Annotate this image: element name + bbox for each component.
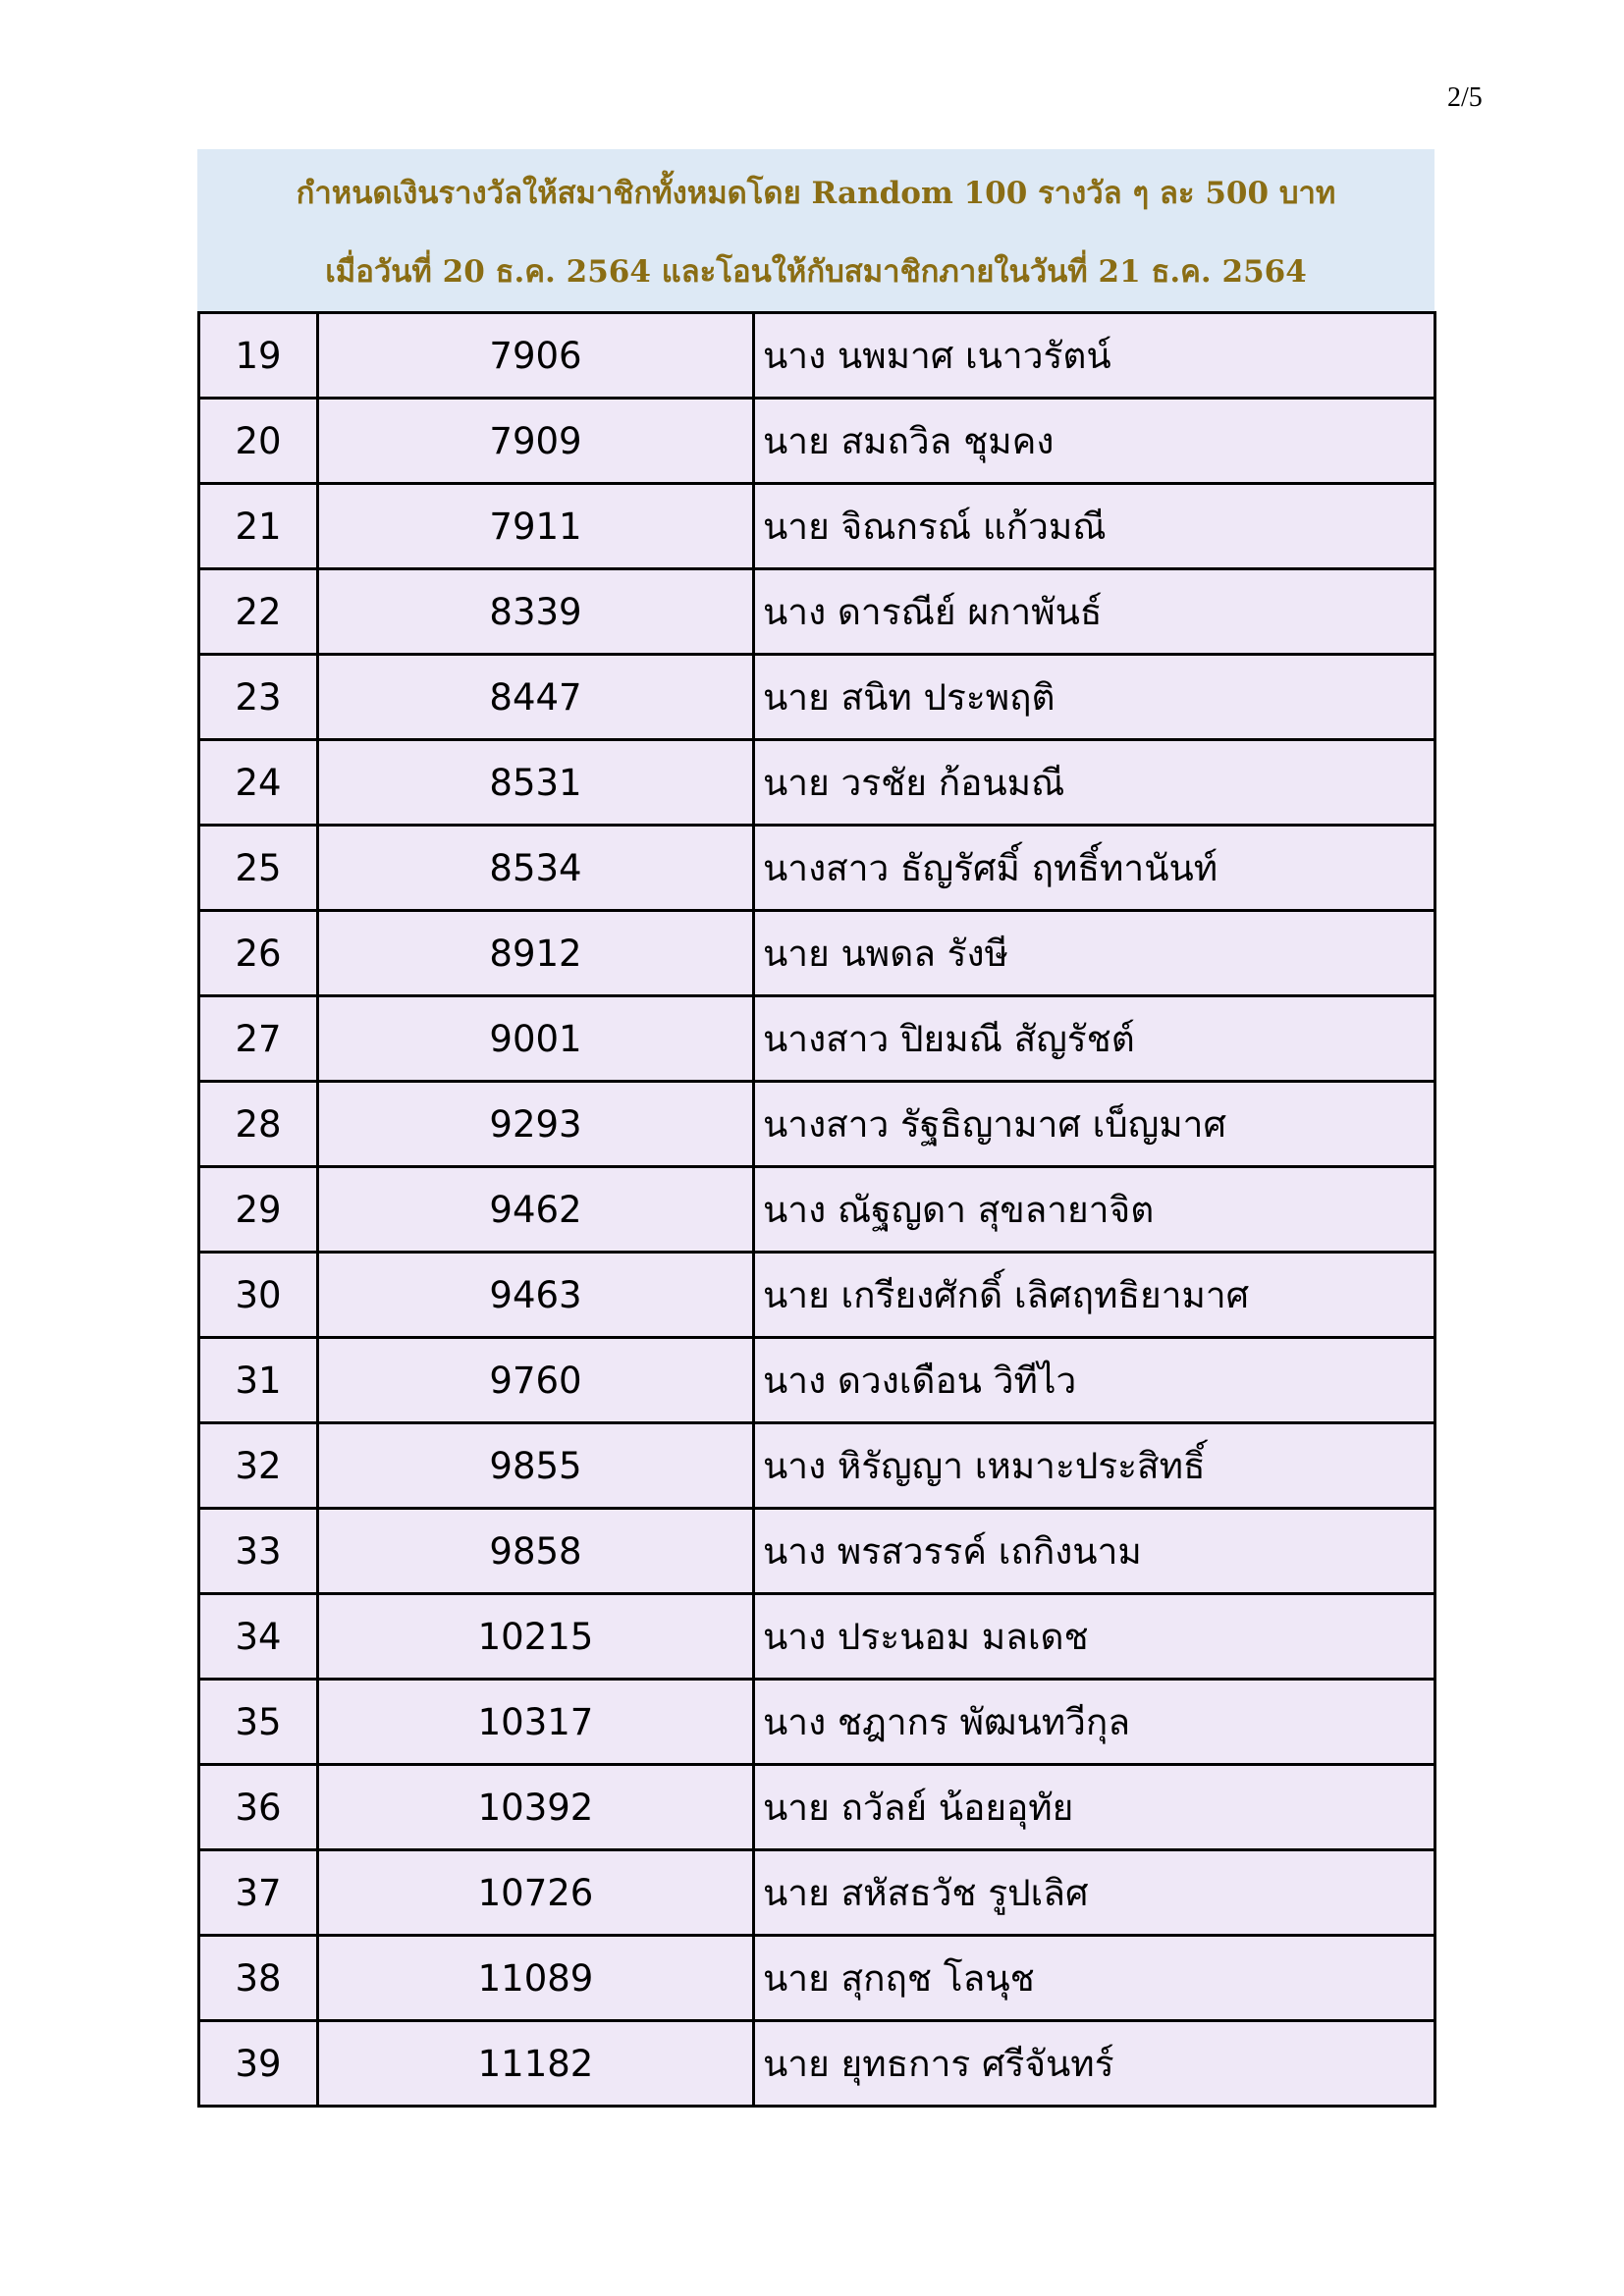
table-row [199, 1680, 1435, 1765]
member-id-cell: 8912 [318, 911, 754, 996]
member-name-cell: นาย นพดล รังษี [754, 911, 1435, 996]
member-name-cell: นาง ดารณีย์ ผกาพันธ์ [754, 569, 1435, 655]
row-number-cell: 22 [199, 569, 318, 655]
table-row [199, 1936, 1435, 2021]
member-name-cell: นาง ชฎากร พัฒนทวีกุล [754, 1680, 1435, 1765]
member-name-cell: นางสาว รัฐธิญามาศ เบ็ญมาศ [754, 1082, 1435, 1167]
member-id-cell: 10215 [318, 1594, 754, 1680]
row-number-cell: 31 [199, 1338, 318, 1423]
member-id-cell: 7909 [318, 399, 754, 484]
table-row [199, 2021, 1435, 2107]
table-row [199, 399, 1435, 484]
member-id-cell: 10392 [318, 1765, 754, 1850]
member-id-cell: 10317 [318, 1680, 754, 1765]
row-number-cell: 38 [199, 1936, 318, 2021]
member-name-cell: นาง นพมาศ เนาวรัตน์ [754, 313, 1435, 399]
table-row [199, 569, 1435, 655]
table-row [199, 1765, 1435, 1850]
member-id-cell: 9001 [318, 996, 754, 1082]
row-number-cell: 32 [199, 1423, 318, 1509]
member-id-cell: 7906 [318, 313, 754, 399]
table-row [199, 484, 1435, 569]
member-id-cell: 9858 [318, 1509, 754, 1594]
member-name-cell: นาง หิรัญญา เหมาะประสิทธิ์ [754, 1423, 1435, 1509]
member-name-cell: นาย ยุทธการ ศรีจันทร์ [754, 2021, 1435, 2107]
row-number-cell: 23 [199, 655, 318, 740]
member-id-cell: 8534 [318, 826, 754, 911]
member-id-cell: 9855 [318, 1423, 754, 1509]
row-number-cell: 27 [199, 996, 318, 1082]
row-number-cell: 24 [199, 740, 318, 826]
row-number-cell: 37 [199, 1850, 318, 1936]
member-id-cell: 9293 [318, 1082, 754, 1167]
row-number-cell: 19 [199, 313, 318, 399]
member-id-cell: 8531 [318, 740, 754, 826]
table-header [197, 149, 1435, 311]
header-subtitle: เมื่อวันที่ 20 ธ.ค. 2564 และโอนให้กับสมาชิกภายในวันที่ 21 ธ.ค. 2564 [325, 254, 1307, 290]
table-row [199, 1423, 1435, 1509]
row-number-cell: 33 [199, 1509, 318, 1594]
member-name-cell: นาง ประนอม มลเดช [754, 1594, 1435, 1680]
member-id-cell: 8339 [318, 569, 754, 655]
row-number-cell: 34 [199, 1594, 318, 1680]
member-id-cell: 11182 [318, 2021, 754, 2107]
table-row [199, 911, 1435, 996]
row-number-cell: 35 [199, 1680, 318, 1765]
member-id-cell: 9462 [318, 1167, 754, 1253]
member-name-cell: นาย สุกฤช โลนุช [754, 1936, 1435, 2021]
member-name-cell: นาย สหัสธวัช รูปเลิศ [754, 1850, 1435, 1936]
table-row [199, 996, 1435, 1082]
header-title: กำหนดเงินรางวัลให้สมาชิกทั้งหมดโดย Random 100 รางวัล ๆ ละ 500 บาท [296, 176, 1336, 211]
table-row [199, 1082, 1435, 1167]
table-row [199, 1167, 1435, 1253]
member-name-cell: นาง ณัฐญดา สุขลายาจิต [754, 1167, 1435, 1253]
row-number-cell: 28 [199, 1082, 318, 1167]
member-id-cell: 8447 [318, 655, 754, 740]
member-id-cell: 9463 [318, 1253, 754, 1338]
winners-table-body [199, 313, 1435, 2107]
table-row [199, 1253, 1435, 1338]
member-name-cell: นาย สนิท ประพฤติ [754, 655, 1435, 740]
table-row [199, 826, 1435, 911]
row-number-cell: 20 [199, 399, 318, 484]
table-row [199, 1338, 1435, 1423]
member-name-cell: นาย ถวัลย์ น้อยอุทัย [754, 1765, 1435, 1850]
table-row [199, 1594, 1435, 1680]
member-id-cell: 9760 [318, 1338, 754, 1423]
member-id-cell: 11089 [318, 1936, 754, 2021]
member-id-cell: 7911 [318, 484, 754, 569]
member-name-cell: นาง ดวงเดือน วิทีไว [754, 1338, 1435, 1423]
row-number-cell: 29 [199, 1167, 318, 1253]
member-id-cell: 10726 [318, 1850, 754, 1936]
row-number-cell: 25 [199, 826, 318, 911]
table-row [199, 1850, 1435, 1936]
member-name-cell: นางสาว ปิยมณี สัญรัชต์ [754, 996, 1435, 1082]
winners-table [197, 311, 1436, 2108]
table-row [199, 313, 1435, 399]
member-name-cell: นาย เกรียงศักดิ์ เลิศฤทธิยามาศ [754, 1253, 1435, 1338]
member-name-cell: นางสาว ธัญรัศมิ์ ฤทธิ์ทานันท์ [754, 826, 1435, 911]
table-row [199, 1509, 1435, 1594]
row-number-cell: 30 [199, 1253, 318, 1338]
member-name-cell: นาย วรชัย ก้อนมณี [754, 740, 1435, 826]
row-number-cell: 39 [199, 2021, 318, 2107]
page-number: 2/5 [1447, 82, 1483, 113]
member-name-cell: นาย จิณกรณ์ แก้วมณี [754, 484, 1435, 569]
row-number-cell: 36 [199, 1765, 318, 1850]
member-name-cell: นาย สมถวิล ชุมคง [754, 399, 1435, 484]
member-name-cell: นาง พรสวรรค์ เถกิงนาม [754, 1509, 1435, 1594]
table-row [199, 740, 1435, 826]
table-row [199, 655, 1435, 740]
row-number-cell: 21 [199, 484, 318, 569]
row-number-cell: 26 [199, 911, 318, 996]
